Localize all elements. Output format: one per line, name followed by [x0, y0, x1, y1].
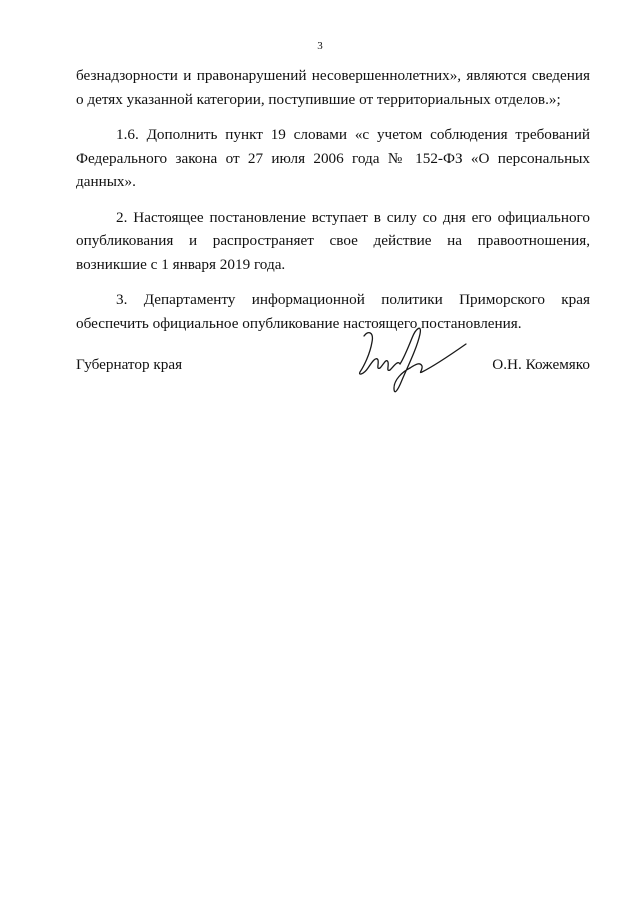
signer-name: О.Н. Кожемяко — [492, 356, 590, 373]
paragraph-3: 3. Департаменту информационной политики Приморского края обеспечить официальное опубликование настоящего постановления. — [76, 291, 590, 332]
paragraph-1-6: 1.6. Дополнить пункт 19 словами «с учетом соблюдения требований Федерального закона от 27 июля 2006 года № 152-ФЗ «О персональных данных». — [76, 126, 590, 190]
handwritten-signature — [350, 322, 470, 398]
paragraph-continuation: безнадзорности и правонарушений несовершеннолетних», являются сведения о детях указанной категории, поступившие от территориальных отделов.»; — [76, 67, 590, 108]
paragraph-2: 2. Настоящее постановление вступает в силу со дня его официального опубликования и распространяет свое действие на правоотношения, возникшие с 1 января 2019 года. — [76, 208, 590, 273]
signer-title: Губернатор края — [76, 356, 183, 373]
page-number: 3 — [317, 40, 323, 52]
document-body — [76, 64, 590, 335]
signature-block — [76, 356, 590, 380]
